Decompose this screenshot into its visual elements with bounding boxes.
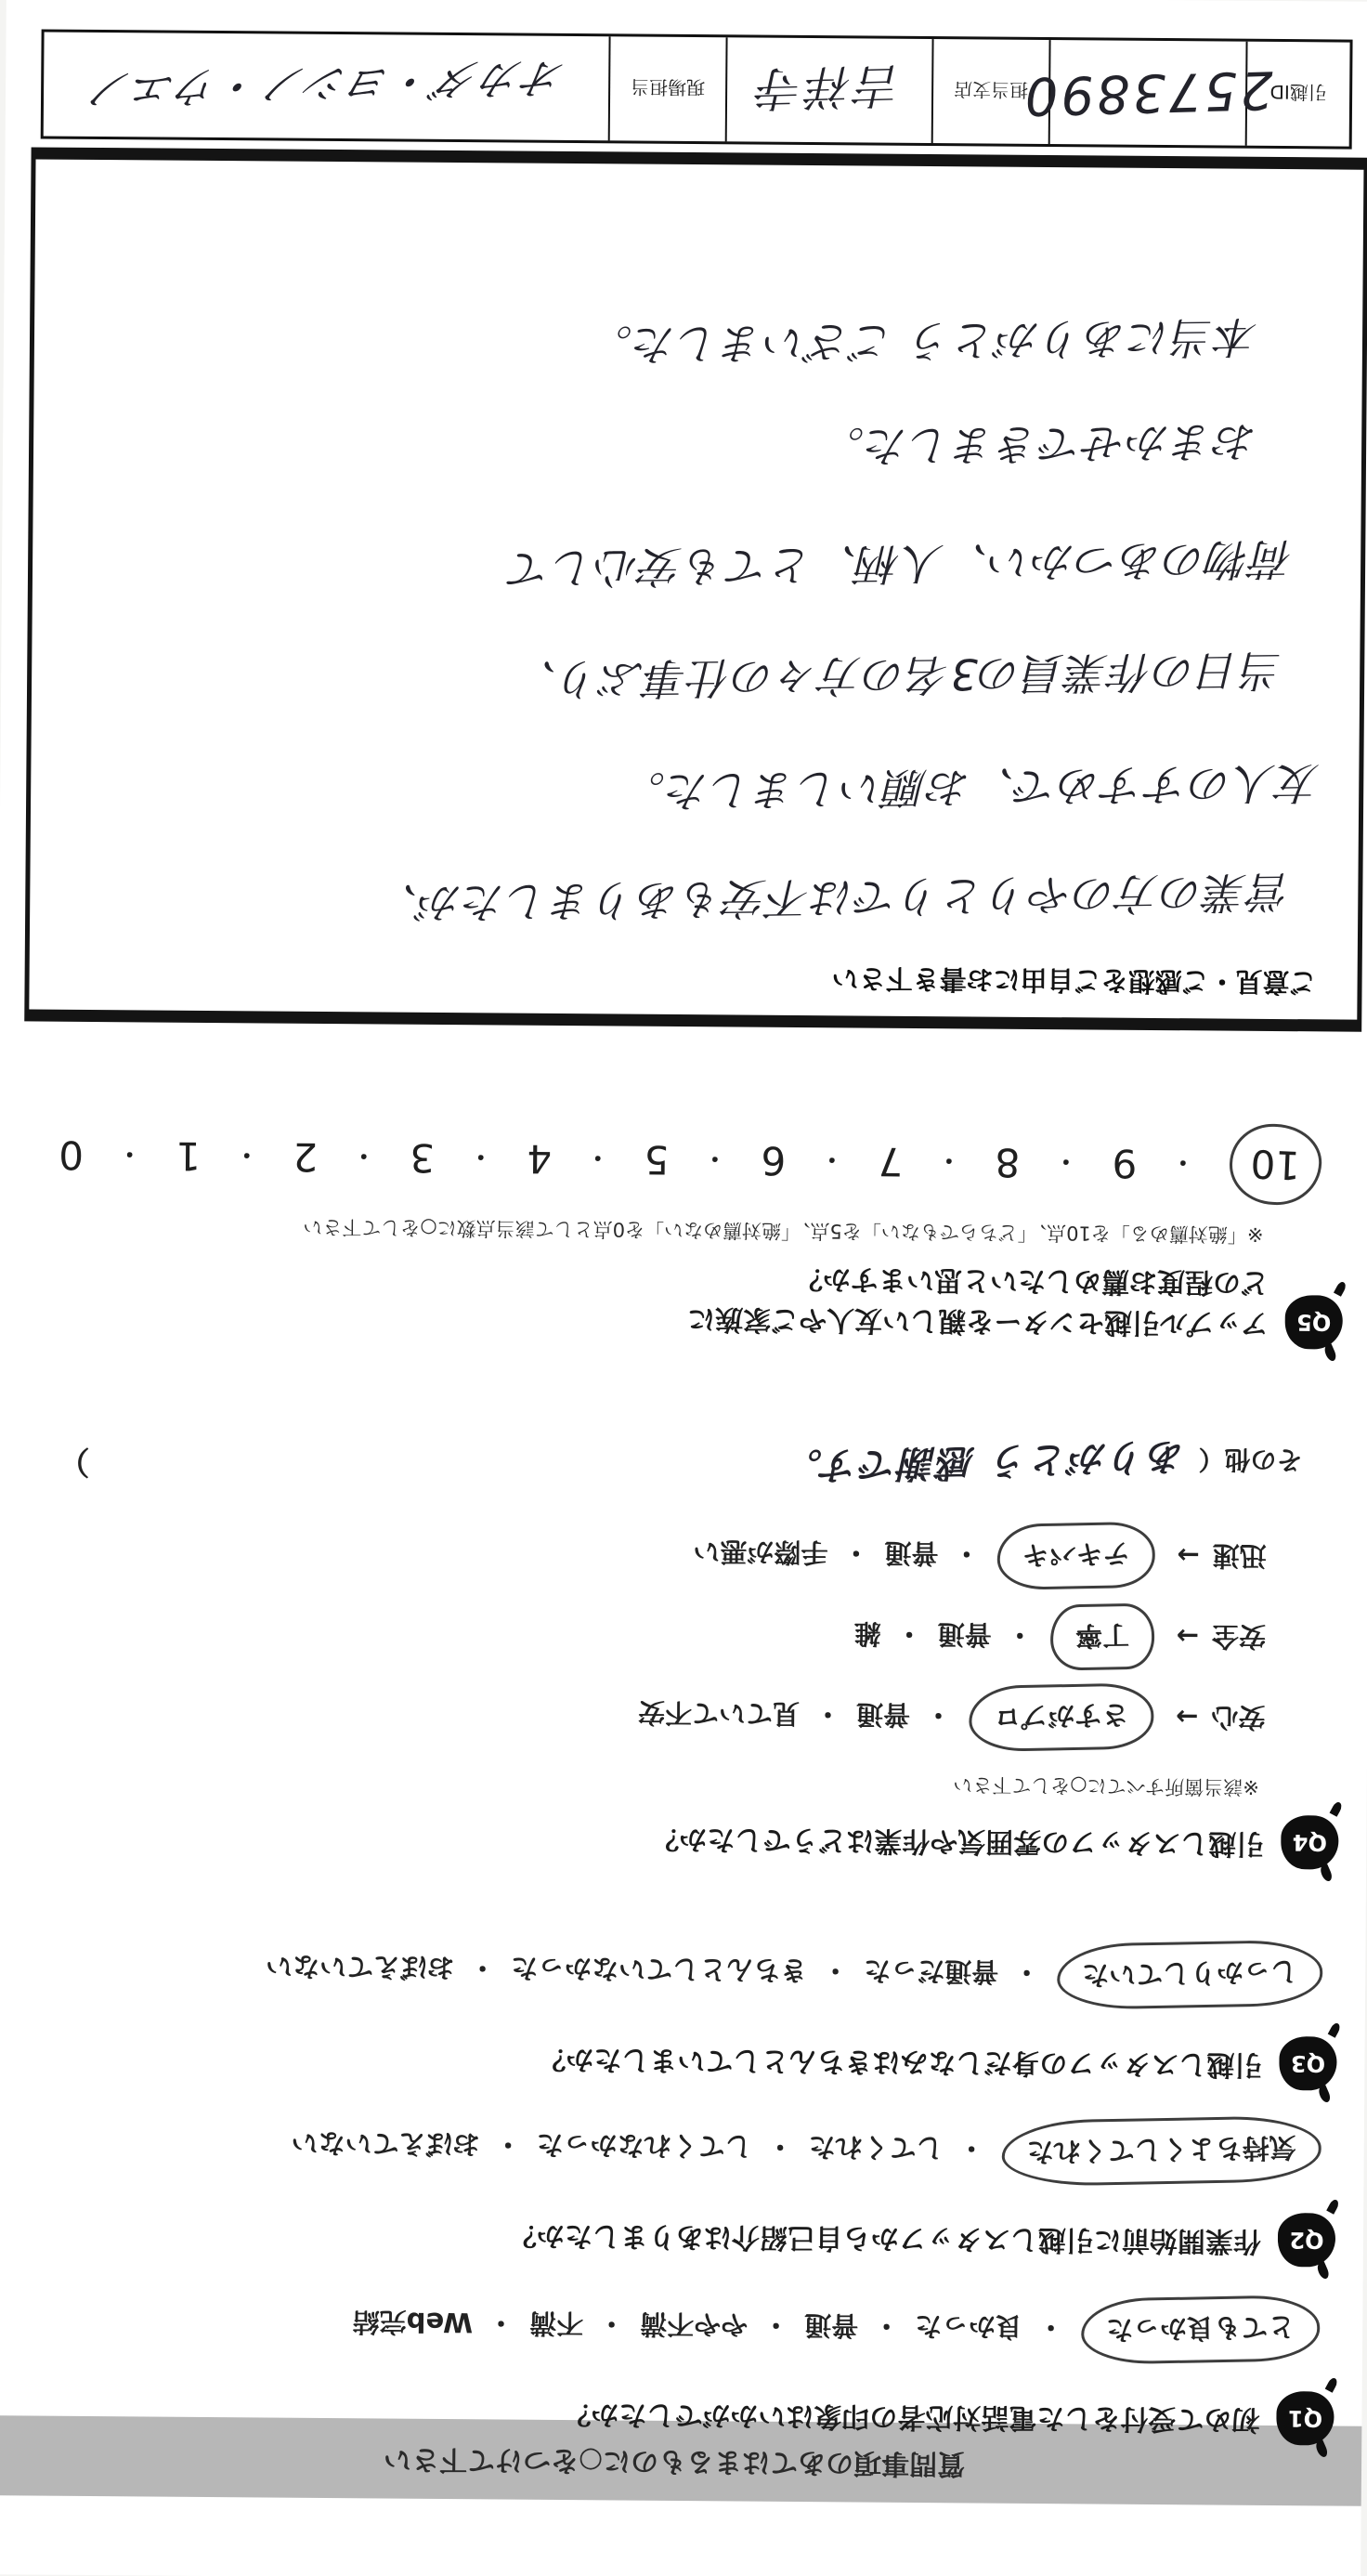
- option-separator-dot: ・: [895, 1617, 923, 1651]
- scale-separator-dot: ・: [1053, 1146, 1079, 1175]
- option-separator-dot: ・: [953, 1537, 981, 1570]
- handwritten-comment-line: 荷物のあつかい、人柄、とても安心して: [507, 533, 1295, 595]
- circled-answer: 丁寧: [1049, 1603, 1154, 1671]
- option-separator-dot: ・: [1006, 1618, 1034, 1651]
- option-separator-dot: ・: [494, 2128, 522, 2161]
- scale-separator-dot: ・: [1170, 1147, 1196, 1176]
- scale-separator-dot: ・: [585, 1143, 610, 1171]
- score-value: 6: [761, 1137, 787, 1183]
- answer-option: おぼえていない: [291, 2126, 480, 2161]
- answer-option: やや不満: [639, 2308, 749, 2341]
- circled-answer: さすがプロ: [968, 1682, 1153, 1752]
- answer-option: してくれた: [808, 2131, 944, 2164]
- q4-category-rows: [28, 1525, 1267, 1740]
- answer-options-row: [23, 2298, 1321, 2352]
- scale-separator-dot: ・: [351, 1141, 376, 1170]
- option-separator-dot: ・: [873, 2309, 901, 2342]
- question-text: アップル引越センターを親しい友人やご家族に どの程度お薦めしたいと思いますか？: [687, 1262, 1269, 1340]
- arrow-icon: →: [1176, 1620, 1200, 1653]
- option-separator-dot: ・: [469, 1952, 497, 1984]
- option-separator-dot: ・: [487, 2307, 515, 2339]
- question-q1: [22, 2298, 1334, 2447]
- handwritten-comment-line: 本当にありがとう ございました。: [589, 311, 1259, 371]
- option-separator-dot: ・: [597, 2308, 626, 2340]
- q4-row-1: [29, 1606, 1266, 1659]
- circled-answer: 気持ちよくしてくれた: [1001, 2115, 1321, 2187]
- circled-answer: しっかりしていた: [1057, 1940, 1323, 2010]
- other-close-paren: ）: [58, 1442, 90, 1480]
- q4-row-2: [30, 1525, 1267, 1578]
- score-value: 9: [1112, 1140, 1138, 1186]
- score-value: 3: [410, 1134, 436, 1181]
- question-note: ※該当箇所すべてに○をして下さい: [953, 1773, 1259, 1798]
- circled-score: 10: [1228, 1122, 1323, 1207]
- handwritten-comment-line: おまかせできました。: [820, 415, 1258, 473]
- score-value: 2: [293, 1133, 319, 1180]
- arrow-icon: →: [1175, 1701, 1199, 1733]
- comment-box: [24, 147, 1367, 1031]
- score-value: 4: [527, 1135, 553, 1182]
- category-label: 迅速: [1212, 1539, 1267, 1572]
- q5-badge-icon: Q5: [1285, 1295, 1343, 1349]
- question-q2: [24, 2120, 1336, 2269]
- category-label: 安心: [1211, 1701, 1266, 1733]
- scale-separator-dot: ・: [234, 1140, 259, 1169]
- answer-option: きちんとしていなかった: [511, 1952, 808, 1987]
- scale-separator-dot: ・: [117, 1139, 142, 1168]
- q2-badge-icon: Q2: [1278, 2213, 1335, 2267]
- id-table-value-crew: [44, 33, 611, 141]
- scale-separator-dot: ・: [702, 1144, 728, 1172]
- q4-badge-icon: Q4: [1281, 1815, 1338, 1869]
- q4-other-line: [58, 1431, 1302, 1494]
- category-label: 安全: [1211, 1620, 1267, 1653]
- option-separator-dot: ・: [842, 1536, 870, 1569]
- scale-separator-dot: ・: [819, 1144, 845, 1173]
- q1-badge-icon: Q1: [1276, 2391, 1334, 2445]
- id-table-label-crew: 現場担当: [610, 36, 728, 141]
- question-text: 引越しスタッフの身だしなみはきちんとしていましたか？: [538, 2042, 1263, 2081]
- option-separator-dot: ・: [1037, 2311, 1065, 2344]
- question-note: ※「絶対薦める」を10点、「どちらでもない」を5点、「絶対薦めない」を0点として該当点数に○をして下さい: [303, 1215, 1264, 1246]
- option-separator-dot: ・: [924, 1699, 953, 1732]
- scale-separator-dot: ・: [936, 1145, 962, 1174]
- question-text: 引越しスタッフの雰囲気や作業はどうでしたか？: [651, 1822, 1265, 1860]
- score-value: 7: [878, 1138, 904, 1184]
- answer-option: 良かった: [915, 2309, 1023, 2343]
- answer-options-row: [26, 1943, 1324, 1997]
- scale-separator-dot: ・: [468, 1142, 493, 1170]
- arrow-icon: →: [1177, 1539, 1200, 1572]
- handwritten-other-answer: ありがとう 感謝です。: [783, 1433, 1186, 1488]
- answer-option: おぼえていない: [266, 1950, 455, 1984]
- answer-options-row: [25, 2120, 1323, 2174]
- answer-option: 普通: [804, 2309, 859, 2342]
- question-text: 初めて受付をした電話対応者の印象はいかがでしたか？: [563, 2398, 1260, 2436]
- nps-scale-row: [59, 1130, 1321, 1191]
- answer-option: 見ていて不安: [637, 1696, 801, 1730]
- option-separator-dot: ・: [1013, 1955, 1041, 1989]
- handwritten-branch: 吉祥寺: [754, 58, 905, 116]
- circled-answer: テキパキ: [996, 1522, 1155, 1590]
- answer-option: 普通: [855, 1698, 911, 1731]
- answer-option: 普通だった: [864, 1955, 999, 1988]
- answer-option: してくれなかった: [536, 2128, 752, 2163]
- id-table: [41, 30, 1353, 150]
- answer-option: 不満: [528, 2307, 584, 2340]
- score-value: 5: [644, 1136, 670, 1183]
- answer-option: Web完結: [352, 2306, 474, 2339]
- handwritten-comment-line: 営業の方のやりとりでは不安もありましたが、: [373, 866, 1292, 929]
- handwritten-comment-line: 友人のすすめで、お願いしました。: [621, 757, 1321, 817]
- option-separator-dot: ・: [814, 1698, 842, 1731]
- score-value: 8: [995, 1139, 1021, 1185]
- id-table-value-branch: [727, 37, 934, 143]
- other-label: その他（: [1198, 1444, 1303, 1476]
- handwritten-comment-line: 当日の作業員の3名の方々の仕事ぶり、: [513, 645, 1284, 706]
- option-separator-dot: ・: [822, 1955, 850, 1987]
- score-value: 0: [59, 1131, 85, 1178]
- q3-badge-icon: Q3: [1279, 2036, 1336, 2090]
- circled-answer: とても良かった: [1081, 2295, 1321, 2365]
- question-text: 作業開始前に引越しスタッフから自己紹介はありましたか？: [508, 2218, 1262, 2257]
- answer-option: 手際が悪い: [693, 1536, 828, 1569]
- handwritten-move-id: 2573890: [1022, 59, 1275, 127]
- answer-option: 雑: [853, 1617, 881, 1650]
- answer-option: 普通: [937, 1618, 992, 1651]
- score-value: 1: [176, 1132, 202, 1179]
- option-separator-dot: ・: [766, 2130, 794, 2163]
- option-separator-dot: ・: [957, 2132, 985, 2164]
- id-table-label-move-id: 引越ID: [1269, 81, 1327, 104]
- question-q4: [27, 1430, 1342, 1871]
- id-table-value-move-id: [1022, 40, 1275, 146]
- q4-row-0: [28, 1687, 1265, 1740]
- handwritten-crew-names: オカダ・ヨシノ・ウエノ: [83, 51, 570, 116]
- question-q3: [25, 1943, 1337, 2092]
- question-q5: [32, 1129, 1345, 1351]
- instructions-text: 質問事項のあてはまるものに○をつけて下さい: [383, 2442, 966, 2480]
- answer-option: 普通: [884, 1536, 939, 1570]
- option-separator-dot: ・: [762, 2308, 790, 2341]
- comment-box-label: ご意見・ご感想をご自由にお書き下さい: [831, 962, 1317, 999]
- id-table-label-branch: 担当支店: [933, 39, 1051, 144]
